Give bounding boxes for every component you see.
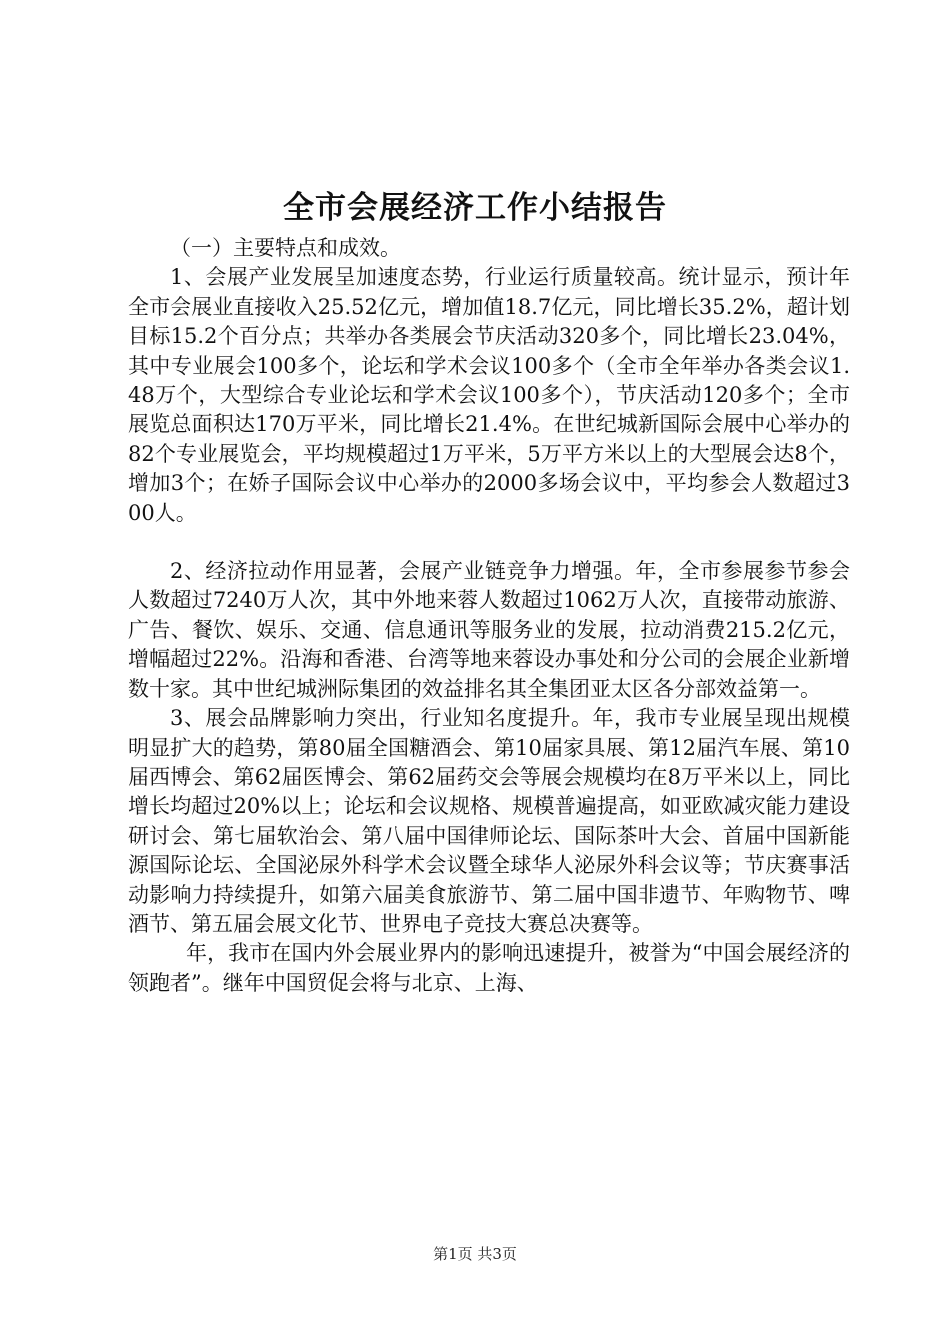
document-body <box>128 234 850 998</box>
section-heading: （一）主要特点和成效。 <box>170 236 401 260</box>
paragraph-spacer <box>128 528 850 557</box>
paragraph-3: 3、展会品牌影响力突出，行业知名度提升。年，我市专业展呈现出规模明显扩大的趋势，第80届全国糖酒会、第10届家具展、第12届汽车展、第10届西博会、第62届医博会、第62届药交会等展会规模均在8万平米以上，同比增长均超过20%以上；论坛和会议规格、规模普遍提高，如亚欧减灾能力建设研讨会、第七届软治会、第八届中国律师论坛、国际茶叶大会、首届中国新能源国际论坛、全国泌尿外科学术会议暨全球华人泌尿外科会议等；节庆赛事活动影响力持续提升，如第六届美食旅游节、第二届中国非遗节、年购物节、啤酒节、第五届会展文化节、世界电子竞技大赛总决赛等。 <box>128 706 850 936</box>
paragraph-4: 年，我市在国内外会展业界内的影响迅速提升，被誉为“中国会展经济的领跑者”。继年中国贸促会将与北京、上海、 <box>128 941 850 995</box>
paragraph-1: 1、会展产业发展呈加速度态势，行业运行质量较高。统计显示，预计年全市会展业直接收入25.52亿元，增加值18.7亿元，同比增长35.2%，超计划目标15.2个百分点；共举办各类展会节庆活动320多个，同比增长23.04%，其中专业展会100多个，论坛和学术会议100多个（全市全年举办各类会议1.48万个，大型综合专业论坛和学术会议100多个），节庆活动120多个；全市展览总面积达170万平米，同比增长21.4%。在世纪城新国际会展中心举办的82个专业展览会，平均规模超过1万平米，5万平方米以上的大型展会达8个，增加3个；在娇子国际会议中心举办的2000多场会议中，平均参会人数超过300人。 <box>128 265 850 525</box>
paragraph-2: 2、经济拉动作用显著，会展产业链竞争力增强。年，全市参展参节参会人数超过7240万人次，其中外地来蓉人数超过1062万人次，直接带动旅游、广告、餐饮、娱乐、交通、信息通讯等服务业的发展，拉动消费215.2亿元，增幅超过22%。沿海和香港、台湾等地来蓉设办事处和分公司的会展企业新增数十家。其中世纪城洲际集团的效益排名其全集团亚太区各分部效益第一。 <box>128 559 850 701</box>
page-indicator: 第1页 共3页 <box>433 1245 517 1263</box>
document-title: 全市会展经济工作小结报告 <box>283 190 667 226</box>
